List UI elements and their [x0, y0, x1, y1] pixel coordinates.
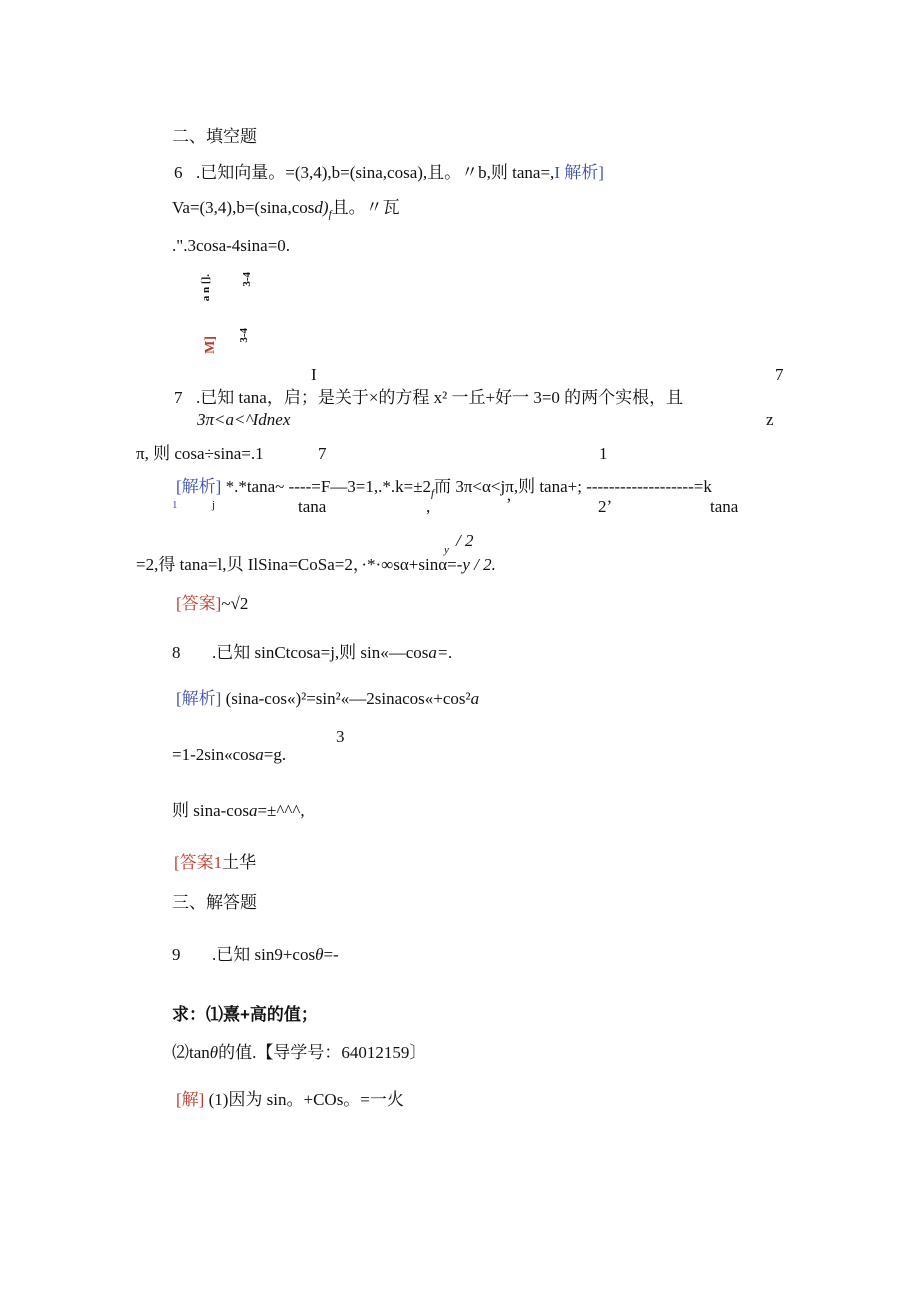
fraction-y: y — [444, 544, 449, 556]
question-9-ask-2: ⑵tanθ的值.【导学号：64012159〕 — [172, 1043, 427, 1062]
question-6-fraction-2: 3-4 — [238, 328, 250, 343]
question-7-analysis-tag: [解析] — [176, 477, 222, 496]
question-7-solution-line: [解析] *.*tana~ $----=F—3=1,.*.k=\pm 2_f$而 3π<α<jπ,则 tana+; -------------------=k — [176, 477, 712, 500]
question-9-text: .已知 sin9+cosθ=- — [212, 945, 339, 964]
question-8-line-2: =1-2sin«cosa=g. — [172, 745, 287, 764]
question-8-analysis-tag: [解析] — [176, 689, 222, 708]
question-7-answer-tag: [答案] — [176, 594, 222, 613]
question-7-number: 7 — [174, 388, 183, 407]
sub-tana-2: tana — [710, 497, 739, 516]
stray-mark-I: I — [311, 365, 317, 384]
sub-comma-1: , — [426, 497, 431, 516]
sub-mark-j: j — [212, 499, 216, 511]
stray-mark-z: z — [766, 410, 774, 429]
question-9-number: 9 — [172, 945, 181, 964]
question-8-answer-tag: [答案1 — [174, 853, 223, 872]
question-6-answer-tag: M] — [203, 336, 218, 354]
sub-mark-1: 1 — [172, 499, 178, 511]
fraction-over-2: / 2 — [456, 531, 474, 550]
question-7-ask-1: 1 — [599, 444, 608, 463]
stray-mark-7: 7 — [775, 365, 784, 384]
section-title-answer-questions: 三、解答题 — [172, 893, 257, 912]
question-7-text: .已知 tana，启；是关于×的方程 x² 一丘+好一 3=0 的两个实根，且 — [196, 388, 684, 407]
sub-tana-1: tana — [298, 497, 327, 516]
question-8-answer: [答案1土华 — [174, 853, 257, 872]
section-title-fill-blank: 二、填空题 — [172, 127, 257, 146]
question-7-ask: π, 则 cosa÷sina=.1 — [136, 444, 264, 463]
question-9-ask-1: 求：⑴熹+高的值； — [172, 1005, 318, 1024]
question-7-answer: [答案]~√2 — [176, 594, 249, 613]
question-6-text: .已知向量。=(3,4),b=(sina,cosa),且。〃b,则 tana=,I 解析] — [196, 163, 604, 182]
question-9-solution: [解] (1)因为 sin。+COs。=一火 — [176, 1090, 404, 1109]
question-8-text: .已知 sinCtcosa=j,则 sin«—cosa=. — [212, 643, 453, 662]
question-7-condition: 3π<a<^Idnex — [197, 410, 291, 429]
question-7-equation-line: =2,得 tana=l,贝 IlSina=CoSa=2，·*·∞sα+sinα=-y / 2. — [136, 555, 496, 574]
stray-mark-3: 3 — [336, 727, 345, 746]
sub-comma-2: ʼ — [506, 495, 512, 514]
question-6-fraction-1: 3-4 — [241, 272, 253, 287]
question-6-analysis-tag: I 解析] — [554, 163, 604, 182]
question-7-ask-7: 7 — [318, 444, 327, 463]
question-6-line-3: .".3cosa-4sina=0. — [172, 236, 291, 255]
question-6-number: 6 — [174, 163, 183, 182]
question-8-number: 8 — [172, 643, 181, 662]
sub-2: 2ʼ — [598, 497, 613, 516]
question-8-line-3: 则 sina-cosa=±^^^, — [172, 801, 305, 820]
question-6-line-2: $Va=(3,4),b=(\sin a,\cos d)_f$且。〃瓦 — [172, 198, 400, 221]
question-9-solution-tag: [解] — [176, 1090, 205, 1109]
question-6-fraction-label: a n []. — [200, 274, 212, 302]
question-8-solution-line: [解析] (sina-cos«)²=sin²«—2sinacos«+cos²a — [176, 689, 480, 708]
